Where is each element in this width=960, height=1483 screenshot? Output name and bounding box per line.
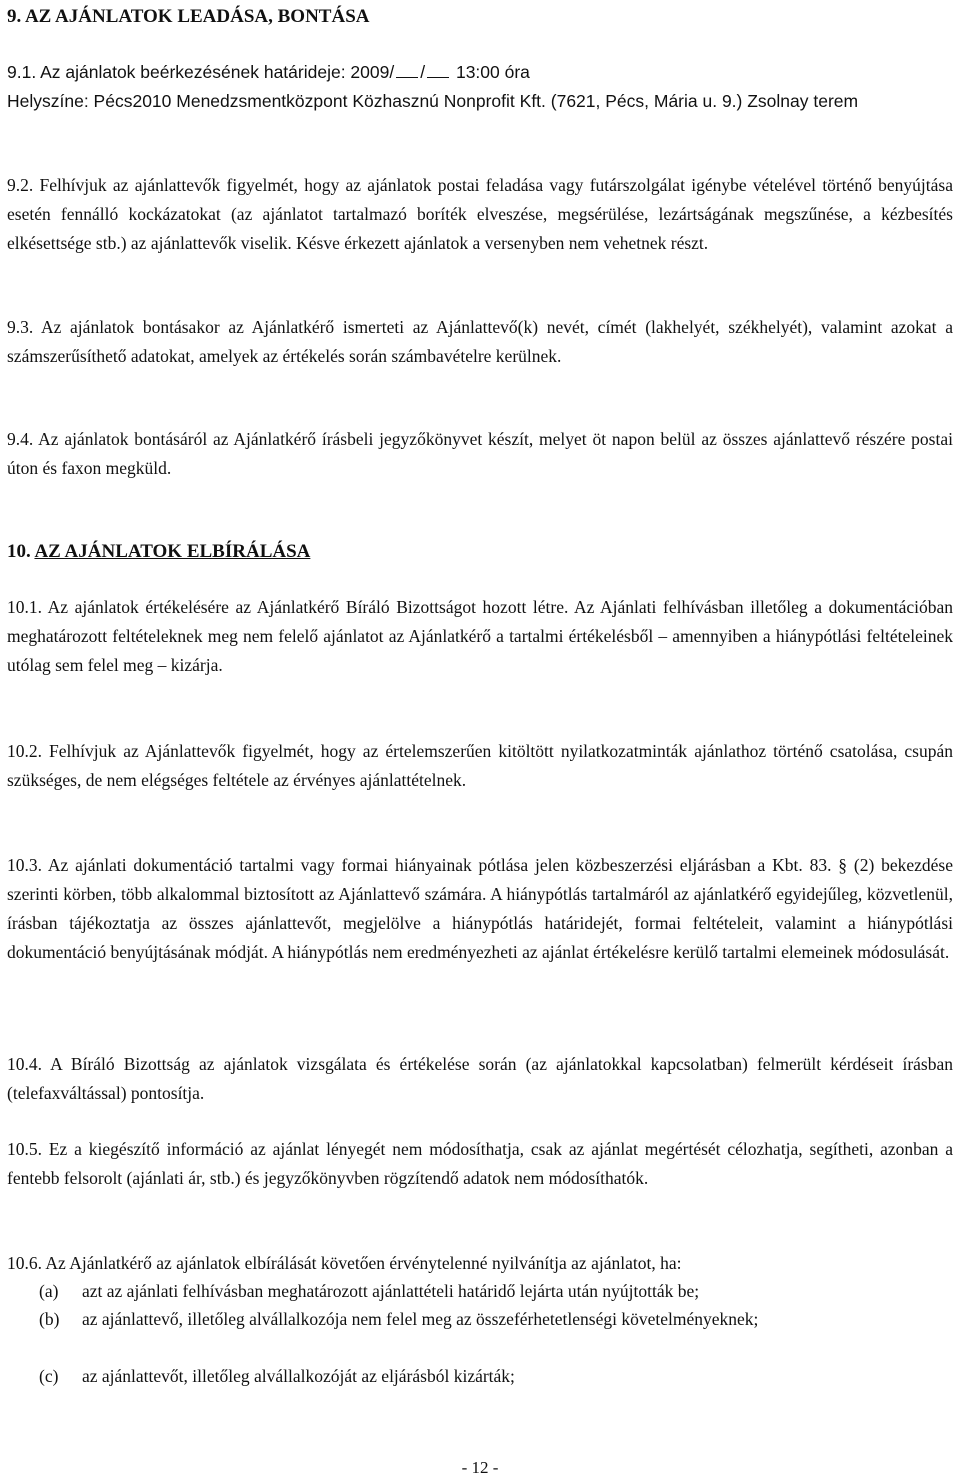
deadline-day-blank xyxy=(427,63,449,78)
deadline-month-blank xyxy=(396,63,418,78)
section-10-heading xyxy=(7,537,953,566)
section-10-title: AZ AJÁNLATOK ELBÍRÁLÁSA xyxy=(34,541,311,562)
section-9-heading: 9. AZ AJÁNLATOK LEADÁSA, BONTÁSA xyxy=(7,6,370,27)
paragraph-10-5: 10.5. Ez a kiegészítő információ az ajánlat lényegét nem módosíthatja, csak az ajánlat megértését célozhatja, segítheti, azonban a fentebb felsorolt (ajánlati ár, stb.) és jegyzőkönyvben rögzítendő adatok nem módosíthatók. xyxy=(7,1139,953,1188)
paragraph-10-1: 10.1. Az ajánlatok értékelésére az Ajánlatkérő Bíráló Bizottságot hozott létre. Az Ajánlati felhívásban illetőleg a dokumentációban meghatározott feltételeknek meg nem felelő ajánlatot az Ajánlatkérő a tartalmi értékelésből – amennyiben a hiánypótlási feltételeinek utólag sem felel meg – kizárja. xyxy=(7,597,953,675)
paragraph-10-6: 10.6. Az Ajánlatkérő az ajánlatok elbírálását követően érvénytelenné nyilvánítja az ajánlatot, ha: xyxy=(7,1253,682,1273)
date-separator: / xyxy=(420,62,426,82)
deadline-time: 13:00 óra xyxy=(455,62,530,82)
list-item-text: az ajánlattevőt, illetőleg alvállalkozóját az eljárásból kizárták; xyxy=(82,1366,515,1386)
paragraph-10-2: 10.2. Felhívjuk az Ajánlattevők figyelmét, hogy az értelemszerűen kitöltött nyilatkozatminták ajánlathoz történő csatolása, csupán szükséges, de nem elégséges feltétele az érvényes ajánlattételnek. xyxy=(7,741,953,790)
list-item-text: azt az ajánlati felhívásban meghatározott ajánlattételi határidő lejárta után nyújtották be; xyxy=(82,1281,700,1301)
paragraph-10-3: 10.3. Az ajánlati dokumentáció tartalmi vagy formai hiányainak pótlása jelen közbeszerzési eljárásban a Kbt. 83. § (2) bekezdése szerinti körben, több alkalommal biztosított az Ajánlattevő számára. A hiánypótlás tartalmáról az ajánlatkérő egyidejűleg, közvetlenül, írásban tájékoztatja az összes ajánlattevőt, megjelölve a hiánypótlás határidejét, formai feltételeit, valamint a hiánypótlási dokumentáció benyújtásának módját. A hiánypótlás nem eredményezheti az ajánlat értékelésre kerülő tartalmi elemeinek módosulását. xyxy=(7,855,953,962)
paragraph-9-4: 9.4. Az ajánlatok bontásáról az Ajánlatkérő írásbeli jegyzőkönyvet készít, melyet öt napon belül az összes ajánlattevő részére postai úton és faxon megküld. xyxy=(7,429,953,478)
deadline-text: 9.1. Az ajánlatok beérkezésének határideje: 2009/ xyxy=(7,62,395,82)
page-number: - 12 - xyxy=(461,1458,499,1477)
paragraph-10-4: 10.4. A Bíráló Bizottság az ajánlatok vizsgálata és értékelése során (az ajánlatokkal kapcsolatban) felmerült kérdéseit írásban (telefaxváltással) pontosítja. xyxy=(7,1054,953,1103)
paragraph-9-1-line1 xyxy=(7,58,953,87)
section-10-number: 10. xyxy=(7,541,31,562)
list-item-label: (a) xyxy=(39,1281,59,1301)
paragraph-9-3: 9.3. Az ajánlatok bontásakor az Ajánlatkérő ismerteti az Ajánlattevő(k) nevét, címét (lakhelyét, székhelyét), valamint azokat a számszerűsíthető adatokat, amelyek az értékelés során számbavételre kerülnek. xyxy=(7,317,953,366)
list-item-label: (c) xyxy=(39,1366,59,1386)
paragraph-9-1-location: Helyszíne: Pécs2010 Menedzsmentközpont Közhasznú Nonprofit Kft. (7621, Pécs, Mária u. 9.) Zsolnay terem xyxy=(7,91,859,111)
list-item-label: (b) xyxy=(39,1309,60,1329)
paragraph-9-2: 9.2. Felhívjuk az ajánlattevők figyelmét, hogy az ajánlatok postai feladása vagy futárszolgálat igénybe vételével történő benyújtása esetén fennálló kockázatokat (az ajánlatot tartalmazó boríték elveszése, megsérülése, lezártságának megszűnése, a kézbesítés elkésettsége stb.) az ajánlattevők viselik. Késve érkezett ajánlatok a versenyben nem vehetnek részt. xyxy=(7,175,953,253)
list-item-text: az ajánlattevő, illetőleg alvállalkozója nem felel meg az összeférhetetlenségi követelményeknek; xyxy=(82,1309,759,1329)
